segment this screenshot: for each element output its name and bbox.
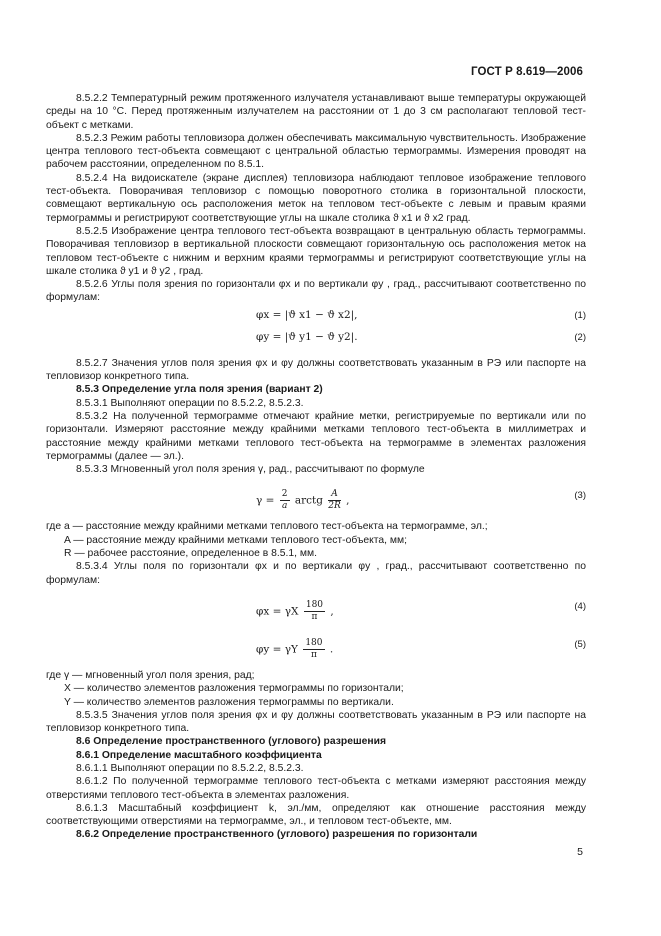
paragraph-8-6-1-2: 8.6.1.2 По полученной термограмме теплового тест-объекта с метками измеряют расстояния между отверстиями теплового тест-объекта в элементах разложения. — [46, 776, 586, 801]
paragraph-8-5-2-6: 8.5.2.6 Углы поля зрения по горизонтали φx и по вертикали φy , град., рассчитывают соответственно по формулам: — [46, 279, 586, 304]
equation-4-formula — [256, 600, 334, 623]
equation-3-frac2-den: 2R — [328, 501, 341, 512]
paragraph-8-5-3-5: 8.5.3.5 Значения углов поля зрения φx и φy должны соответствовать указанным в РЭ или паспорте на тепловизор конкретного типа. — [46, 709, 586, 735]
equation-4-fraction — [304, 600, 325, 623]
equation-4-frac-num: 180 — [305, 599, 324, 610]
where-gamma: где γ — мгновенный угол поля зрения, рад; — [46, 669, 255, 681]
equation-3 — [46, 476, 586, 514]
paragraph-8-5-2-2: 8.5.2.2 Температурный режим протяженного излучателя устанавливают выше температуры окружающей среды на 10 °С. Перед протяженным излучателем на расстоянии от 1 до 3 см располагают тепловой тест-объект с метками. — [46, 93, 586, 131]
where-a: где a — расстояние между крайними метками теплового тест-объекта на термограмме, эл.; — [46, 521, 488, 533]
equation-3-lhs: γ = — [256, 494, 275, 507]
equation-5-fraction — [303, 638, 324, 661]
page-number: 5 — [577, 846, 583, 858]
heading-8-6: 8.6 Определение пространственного (углового) разрешения — [76, 736, 386, 748]
equation-3-formula — [256, 489, 350, 512]
equation-3-frac1-num: 2 — [281, 489, 288, 500]
equation-5-number: (5) — [574, 638, 586, 650]
paragraph-8-5-2-7: 8.5.2.7 Значения углов поля зрения φx и φy должны соответствовать указанным в РЭ или паспорте на тепловизор конкретного типа. — [46, 357, 586, 383]
equation-4-frac-den: π — [311, 611, 318, 622]
paragraph-8-5-2-4: 8.5.2.4 На видоискателе (экране дисплея) тепловизора наблюдают тепловое изображение теплового тест-объекта. Поворачивая тепловизор с помощью поворотного столика в горизонтальной плоскости, совмещают вертикальную ось расположения меток на тепловом тест-объекте с левым и правым краями термограммы и регистрируют соответствующие углы на шкале столика ϑ x1 и ϑ x2 град. — [46, 172, 586, 224]
equation-5-frac-num: 180 — [305, 637, 323, 648]
equation-5-lhs: φy = γY — [256, 643, 298, 656]
equation-4-number: (4) — [574, 600, 586, 612]
document-header: ГОСТ Р 8.619—2006 — [471, 66, 583, 78]
equation-5-frac-den: π — [310, 649, 317, 660]
where-Y: Y — количество элементов разложения термограммы по вертикали. — [64, 696, 394, 708]
heading-8-6-1: 8.6.1 Определение масштабного коэффициента — [76, 749, 322, 761]
equation-1-number: (1) — [574, 309, 586, 321]
equation-3-frac2-num: A — [328, 489, 341, 501]
equation-5-formula — [256, 638, 333, 661]
equation-5 — [46, 625, 586, 663]
equation-4-lhs: φx = γX — [256, 605, 299, 618]
where-X: X — количество элементов разложения термограммы по горизонтали; — [64, 683, 404, 695]
where-A: A — расстояние между крайними метками теплового тест-объекта, мм; — [64, 534, 408, 546]
equation-3-frac1-den: a — [281, 501, 288, 512]
paragraph-8-6-1-1: 8.6.1.1 Выполняют операции по 8.5.2.2, 8.5.2.3. — [76, 762, 304, 774]
paragraph-8-5-2-5: 8.5.2.5 Изображение центра теплового тест-объекта возвращают в центральную область термограммы. Поворачивая тепловизор в вертикальной плоскости совмещают горизонтальную ось расположения меток на тепловом тест-объекте с нижним и верхним краями термограммы и регистрируют соответствующие углы на шкале столика ϑ y1 и ϑ y2 , град. — [46, 225, 586, 277]
heading-8-5-3: 8.5.3 Определение угла поля зрения (вариант 2) — [76, 384, 323, 396]
document-body — [46, 92, 586, 842]
equation-2-number: (2) — [574, 331, 586, 343]
equation-3-fraction-2 — [328, 489, 341, 512]
paragraph-8-5-3-3: 8.5.3.3 Мгновенный угол поля зрения γ, рад., рассчитывают по формуле — [76, 464, 425, 476]
equation-4 — [46, 587, 586, 625]
equation-3-fraction-1 — [280, 489, 290, 512]
where-R: R — рабочее расстояние, определенное в 8.5.1, мм. — [64, 548, 317, 560]
equation-1-formula: φx = |ϑ x1 − ϑ x2|, — [256, 308, 358, 321]
equation-1 — [46, 305, 586, 327]
equation-4-tail: , — [330, 605, 334, 618]
equation-2-formula: φy = |ϑ y1 − ϑ y2|. — [256, 330, 358, 343]
equation-3-function: arctg — [294, 494, 323, 507]
paragraph-8-5-3-2: 8.5.3.2 На полученной термограмме отмечают крайние метки, регистрируемые по вертикали или по горизонтали. Измеряют расстояние между крайними метками теплового тест-объекта в миллиметрах и расстояние между крайними метками теплового тест-объекта на термограмме в элементах разложения термограммы (далее — эл.). — [46, 410, 586, 462]
equation-5-tail: . — [329, 643, 334, 656]
heading-8-6-2: 8.6.2 Определение пространственного (углового) разрешения по горизонтали — [76, 829, 478, 841]
paragraph-8-6-1-3: 8.6.1.3 Масштабный коэффициент k, эл./мм, определяют как отношение расстояния между соответствующими отверстиями на термограмме, эл., и тепловом тест-объекте, мм. — [46, 802, 586, 828]
equation-3-number: (3) — [574, 490, 586, 502]
equation-3-tail: , — [346, 494, 350, 507]
paragraph-8-5-2-3: 8.5.2.3 Режим работы тепловизора должен обеспечивать максимальную чувствительность. Изображение центра теплового тест-объекта совмещают с центральной областью термограммы. Измерения проводят на рабочем расстоянии, определенном по 8.5.1. — [46, 132, 586, 171]
paragraph-8-5-3-4: 8.5.3.4 Углы поля по горизонтали φx и по вертикали φy , град., рассчитывают соответственно по формулам: — [46, 561, 586, 586]
equation-2 — [46, 327, 586, 349]
paragraph-8-5-3-1: 8.5.3.1 Выполняют операции по 8.5.2.2, 8.5.2.3. — [76, 397, 304, 409]
